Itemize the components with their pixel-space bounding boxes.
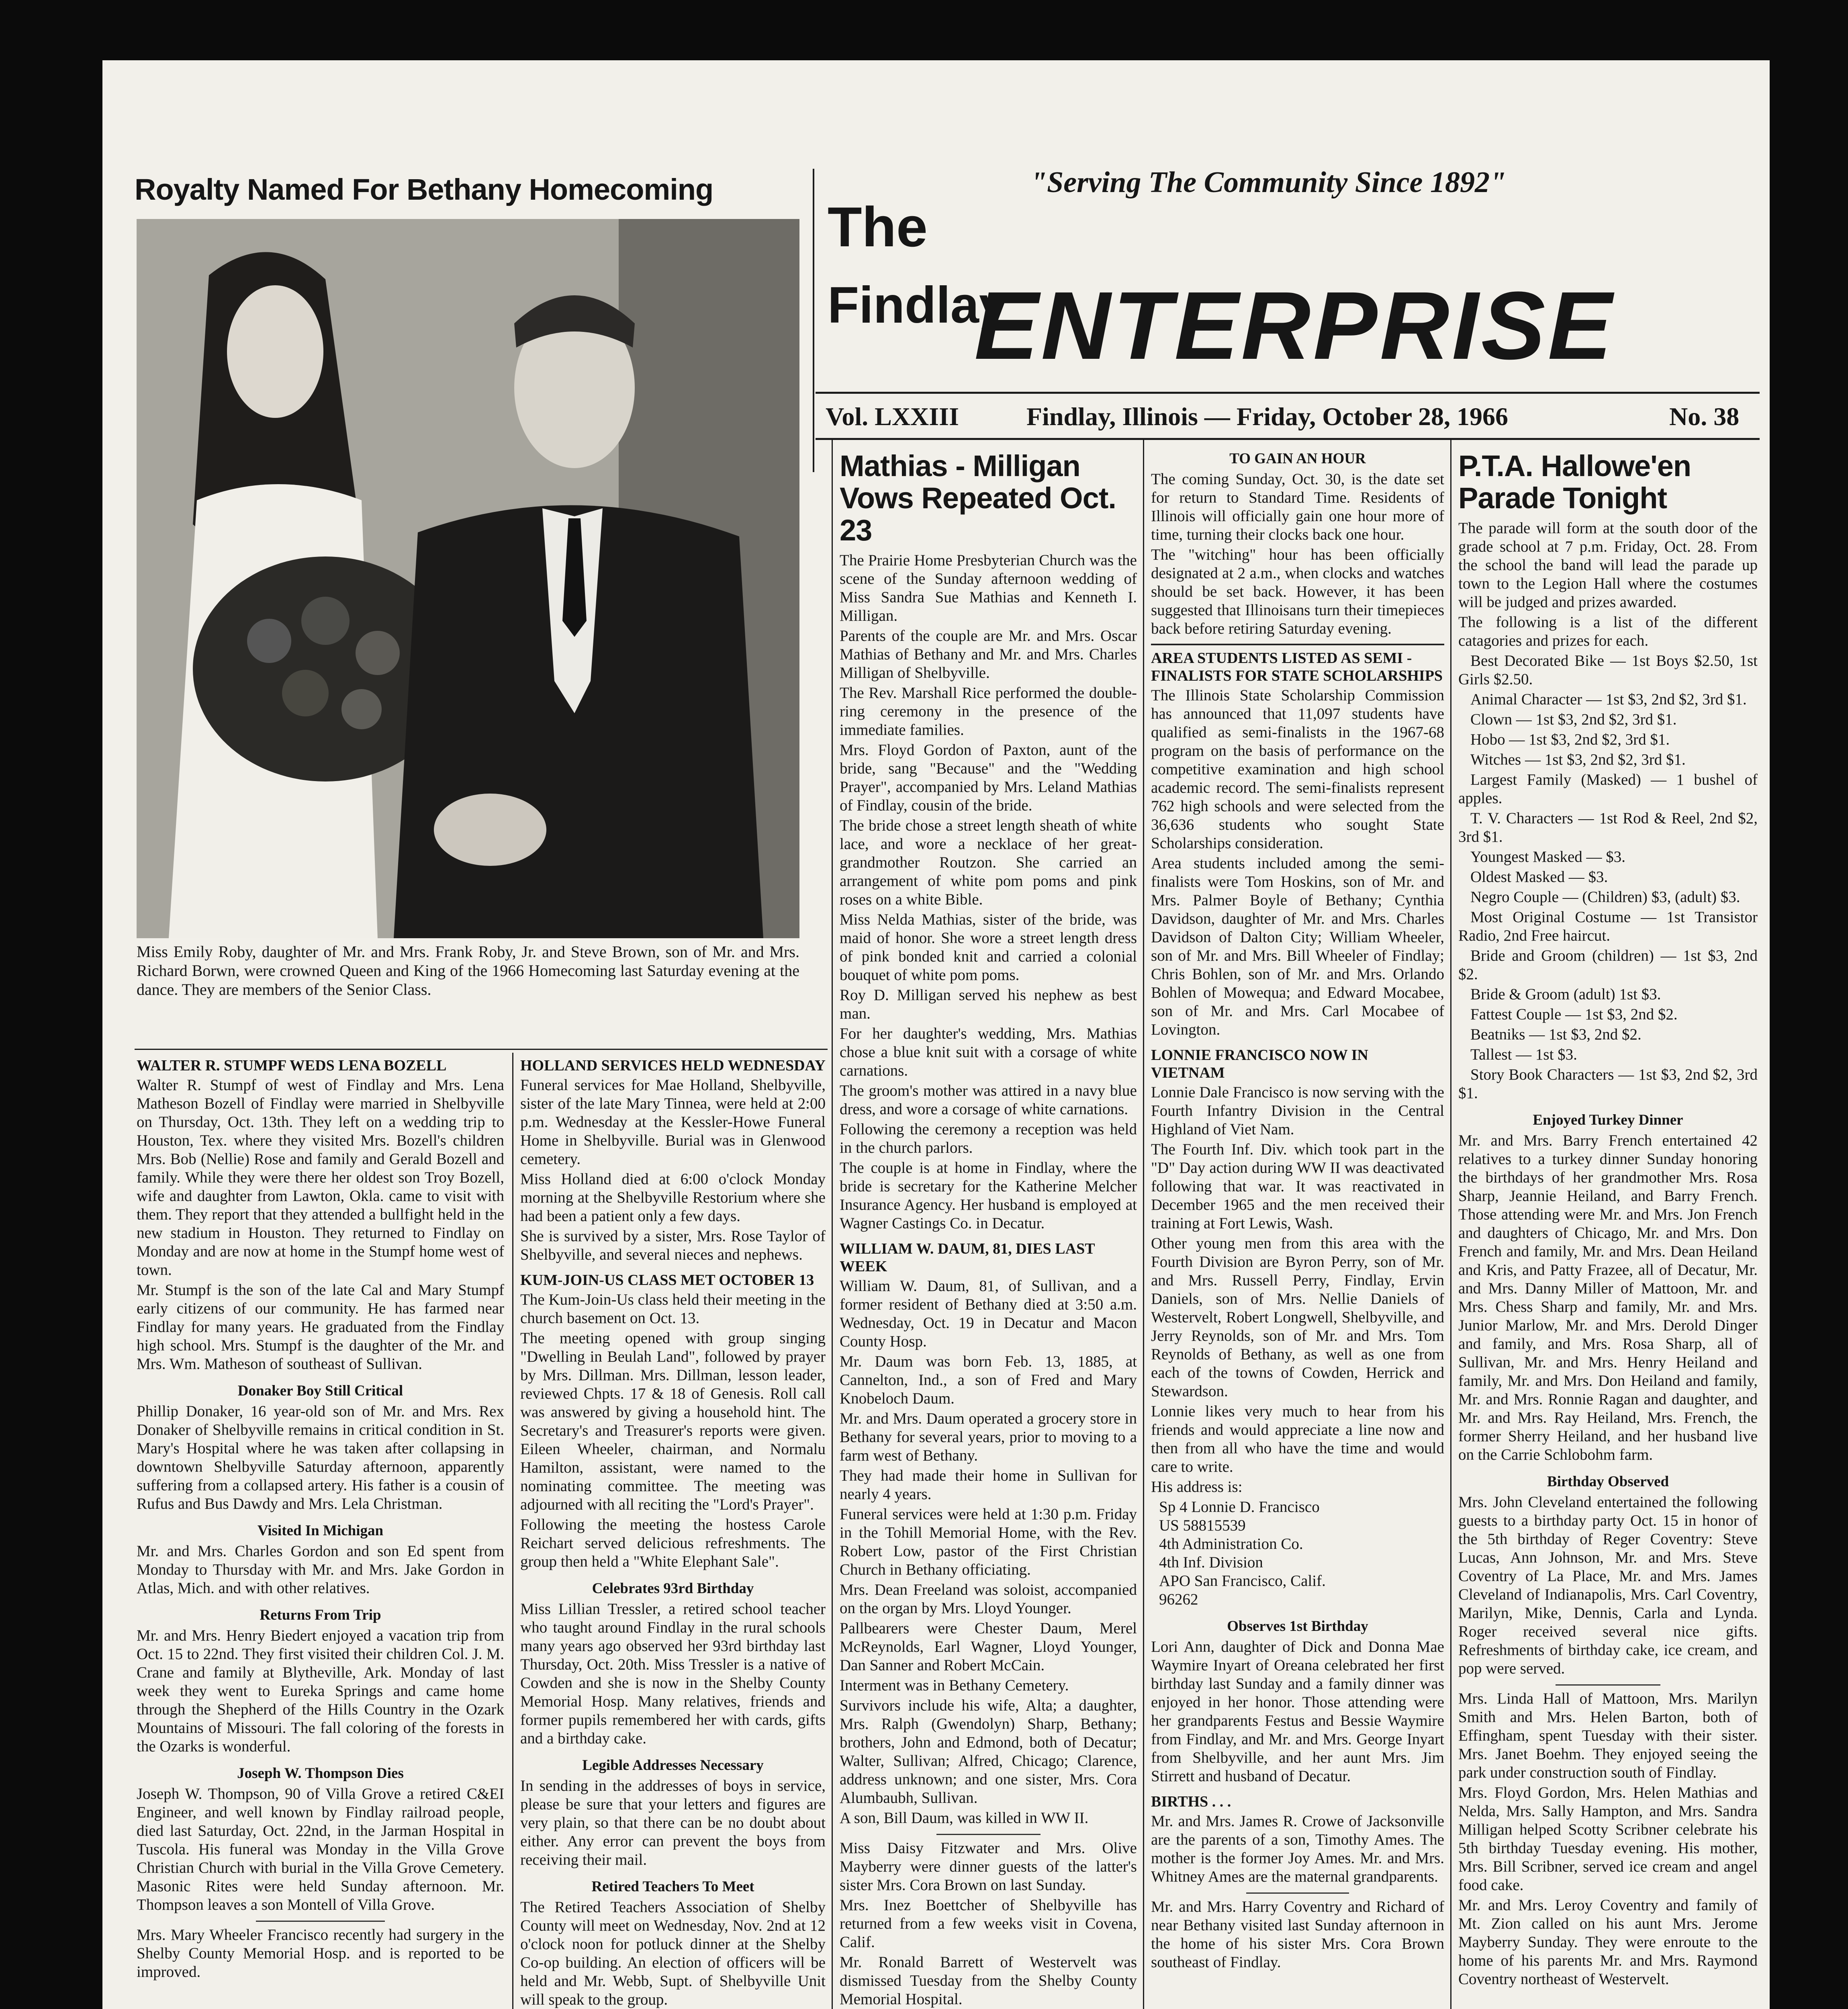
local-item: Miss Daisy Fitzwater and Mrs. Olive Mayberry were dinner guests of the latter's sister Mrs. Cora Brown on last Sunday. — [840, 1839, 1137, 1894]
address-line: US 58815539 — [1159, 1517, 1246, 1534]
masthead-slogan: "Serving The Community Since 1892" — [1030, 166, 1507, 199]
vietnam-headline: LONNIE FRANCISCO NOW IN VIETNAM — [1151, 1047, 1368, 1081]
kum-join-us-headline: KUM-JOIN-US CLASS MET OCTOBER 13 — [520, 1272, 814, 1289]
daum-paragraph: Survivors include his wife, Alta; a daughter, Mrs. Ralph (Gwendolyn) Sharp, Bethany; brothers, John and Edmond, both of Decatur; Walter, Sullivan; Alfred, Chicago; Clarence, address unknown; and one sister, Mrs. Cora Alumbaubh, Sullivan. — [840, 1697, 1137, 1806]
thompson-headline: Joseph W. Thompson Dies — [237, 1765, 404, 1782]
daum-paragraph: Funeral services were held at 1:30 p.m. Friday in the Tohill Memorial Home, with the Rev. Robert Low, pastor of the First Christian Church in Bethany officiating. — [840, 1506, 1137, 1578]
prize-item: Best Decorated Bike — 1st Boys $2.50, 1st Girls $2.50. — [1458, 652, 1758, 688]
vietnam-paragraph: Lonnie likes very much to hear from his friends and would appreciate a line now and then from all who have the time and would care to write. — [1151, 1403, 1444, 1475]
gain-hour-paragraph: The "witching" hour has been officially designated at 2 a.m., when clocks and watches should be set back. However, it has been suggested that Illinoisans turn their timepieces back before retiring Saturday evening. — [1151, 546, 1444, 637]
vietnam-paragraph: The Fourth Inf. Div. which took part in the "D" Day action during WW II was deactivated following that war. It was reactivated in December 1965 and the men received their training at Fort Lewis, Wash. — [1151, 1141, 1444, 1232]
royalty-headline: Royalty Named For Bethany Homecoming — [135, 173, 713, 206]
birthday-93-paragraph: Miss Lillian Tressler, a retired school teacher who taught around Findlay in the rural schools many years ago observed her 93rd birthday last Thursday, Oct. 20th. Miss Tressler is a native of Cowden and she is now in the Shelby County Memorial Hosp. Many relatives, friends and former pupils remembered her with cards, gifts and a birthday cake. — [520, 1600, 826, 1747]
pta-paragraph: The following is a list of the different catagories and prizes for each. — [1458, 614, 1758, 649]
wedding-paragraph: Miss Nelda Mathias, sister of the bride, was maid of honor. She wore a street length dress of pink bonded knit and carried a colonial bouquet of white pom poms. — [840, 911, 1137, 984]
kum-join-us-paragraph: The meeting opened with group singing "Dwelling in Beulah Land", followed by prayer by Mrs. Dillman. Mrs. Dillman, lesson leader, reviewed Chpts. 17 & 18 of Genesis. Roll call was answered by giving a household hint. The Secretary's and Treasurer's reports were given. Eileen Wheeler, chairman, and Normalu Hamilton, assistant, were named to the nominating committee. The meeting was adjourned with all reciting the "Lord's Prayer". — [520, 1330, 826, 1513]
column-3 — [840, 450, 1137, 2009]
masthead-findlay: Findlay — [828, 276, 1008, 334]
divider — [256, 1921, 384, 1922]
birthday-observed-paragraph: Mrs. John Cleveland entertained the following guests to a birthday party Oct. 15 in honor of the 5th birthday of Reger Coventry: Steve Lucas, Ann Johnson, Mr. and Mrs. Steve Coventry of La Place, Mr. and Mrs. James Cleveland of Indianapolis, Mrs. Carl Coventry, Marilyn, Mike, Dennis, Carla and Lynda. Roger received several nice gifts. Refreshments of birthday cake, ice cream, and pop were served. — [1458, 1493, 1758, 1677]
kum-join-us-paragraph: Following the meeting the hostess Carole Reichart served delicious refreshments. The group then held a "White Elephant Sale". — [520, 1516, 826, 1570]
prize-item: T. V. Characters — 1st Rod & Reel, 2nd $2, 3rd $1. — [1458, 810, 1758, 845]
michigan-headline: Visited In Michigan — [257, 1522, 384, 1539]
prize-item: Most Original Costume — 1st Transistor Radio, 2nd Free haircut. — [1458, 908, 1758, 944]
pta-parade-headline: P.T.A. Hallowe'en Parade Tonight — [1458, 450, 1691, 515]
gain-hour-headline: TO GAIN AN HOUR — [1229, 450, 1366, 467]
daum-paragraph: A son, Bill Daum, was killed in WW II. — [840, 1809, 1089, 1827]
prize-item: Negro Couple — (Children) $3, (adult) $3. — [1470, 888, 1740, 906]
address-line: 4th Administration Co. — [1159, 1535, 1303, 1553]
holland-paragraph: Miss Holland died at 6:00 o'clock Monday morning at the Shelbyville Restorium where she had been a patient only a few days. — [520, 1170, 826, 1225]
masthead-title: ENTERPRISE — [974, 272, 1615, 379]
daum-paragraph: They had made their home in Sullivan for nearly 4 years. — [840, 1467, 1137, 1503]
births-paragraph: Mr. and Mrs. James R. Crowe of Jacksonville are the parents of a son, Timothy Ames. The mother is the former Joy Ames. Mr. and Mrs. Whitney Ames are the maternal grandparents. — [1151, 1813, 1444, 1885]
prize-item: Story Book Characters — 1st $3, 2nd $2, 3rd $1. — [1458, 1066, 1758, 1102]
homecoming-photo — [137, 219, 799, 938]
mathias-milligan-headline: Mathias - Milligan Vows Repeated Oct. 23 — [840, 450, 1116, 547]
prize-item: Animal Character — 1st $3, 2nd $2, 3rd $1. — [1470, 691, 1747, 708]
wedding-paragraph: The couple is at home in Findlay, where the bride is secretary for the Katherine Melcher Insurance Agency. Her husband is employed at Wagner Castings Co. in Decatur. — [840, 1159, 1137, 1232]
prize-item: Clown — 1st $3, 2nd $2, 3rd $1. — [1470, 711, 1677, 728]
wedding-paragraph: The groom's mother was attired in a navy blue dress, and wore a corsage of white carnations. — [840, 1082, 1137, 1118]
local-item: Mr. Ronald Barrett of Westervelt was dismissed Tuesday from the Shelby County Memorial Hospital. — [840, 1954, 1137, 2008]
first-birthday-paragraph: Lori Ann, daughter of Dick and Donna Mae Waymire Inyart of Oreana celebrated her first birthday last Sunday and a family dinner was enjoyed in her honor. Those attending were her grandparents Festus and Bessie Waymire from Findlay, and Mr. and Mrs. George Inyart from Shelbyville, and her aunt Mrs. Jim Stirrett and husband of Decatur. — [1151, 1638, 1444, 1785]
newspaper-page — [102, 60, 1770, 2009]
prize-item: Tallest — 1st $3. — [1470, 1046, 1577, 1063]
holland-paragraph: Funeral services for Mae Holland, Shelbyville, sister of the late Mary Tinnea, were held at 2:00 p.m. Wednesday at the Kessler-Howe Funeral Home in Shelbyville. Burial was in Glenwood cemetery. — [520, 1076, 826, 1168]
donaker-headline: Donaker Boy Still Critical — [237, 1383, 403, 1399]
francisco-paragraph: Mrs. Mary Wheeler Francisco recently had surgery in the Shelby County Memorial Hosp. and is reported to be improved. — [137, 1926, 504, 1980]
scholarships-paragraph: The Illinois State Scholarship Commission has announced that 11,097 students have qualified as semi-finalists in the 1967-68 program on the basis of performance on the competitive examination and high school academic record. The semi-finalists represent 762 high schools and were selected from the 36,636 students who sought State Scholarships consideration. — [1151, 687, 1444, 852]
daum-paragraph: Mrs. Dean Freeland was soloist, accompanied on the organ by Mrs. Lloyd Younger. — [840, 1581, 1137, 1617]
stumpf-headline: WALTER R. STUMPF WEDS LENA BOZELL — [137, 1057, 447, 1074]
daum-paragraph: Mr. Daum was born Feb. 13, 1885, at Cannelton, Ind., a son of Fred and Mary Knobeloch Daum. — [840, 1353, 1137, 1407]
prize-item: Bride & Groom (adult) 1st $3. — [1470, 986, 1661, 1003]
teachers-paragraph: The Retired Teachers Association of Shelby County will meet on Wednesday, Nov. 2nd at 12 o'clock noon for potluck dinner at the Shelby Co-op building. An election of officers will be held and Mr. Webb, Supt. of Shelbyville Unit will speak to the group. — [520, 1899, 826, 2008]
first-birthday-headline: Observes 1st Birthday — [1227, 1618, 1368, 1635]
scholarships-headline: AREA STUDENTS LISTED AS SEMI - FINALISTS FOR STATE SCHOLARSHIPS — [1151, 650, 1443, 684]
trip-headline: Returns From Trip — [260, 1607, 381, 1623]
stumpf-paragraph: Mr. Stumpf is the son of the late Cal and Mary Stumpf early citizens of our community. He has farmed near Findlay for many years. He graduated from the Findlay high school. Mrs. Stumpf is the daughter of the Mr. and Mrs. Wm. Matheson of southeast of Sullivan. — [137, 1281, 504, 1373]
vietnam-paragraph: Lonnie Dale Francisco is now serving with the Fourth Infantry Division in the Central Highland of Viet Nam. — [1151, 1084, 1444, 1138]
wedding-paragraph: Mrs. Floyd Gordon of Paxton, aunt of the bride, sang "Because" and the "Wedding Prayer", accompanied by Mrs. Leland Mathias of Findlay, cousin of the bride. — [840, 741, 1137, 814]
divider — [1556, 1684, 1660, 1686]
vietnam-paragraph: Other young men from this area with the Fourth Division are Byron Perry, son of Mr. and Mrs. Russell Perry, Findlay, Ervin Daniels, son of Mrs. Nellie Daniels of Westervelt, Robert Longwell, Shelbyville, and Jerry Reynolds, son of Mr. and Mrs. Tom Reynolds of Bethany, as well as one from each of the towns of Cowden, Herrick and Stewardson. — [1151, 1235, 1444, 1400]
addresses-headline: Legible Addresses Necessary — [582, 1757, 764, 1774]
local-item: Mr. and Mrs. Harry Coventry and Richard of near Bethany visited last Sunday afternoon in the home of his sister Mrs. Cora Brown southeast of Findlay. — [1151, 1898, 1444, 1971]
wedding-paragraph: The Rev. Marshall Rice performed the double-ring ceremony in the presence of the immediate families. — [840, 684, 1137, 739]
prize-item: Bride and Groom (children) — 1st $3, 2nd $2. — [1458, 947, 1758, 983]
column-1 — [137, 1057, 504, 2009]
prize-item: Beatniks — 1st $3, 2nd $2. — [1470, 1026, 1642, 1043]
address-line: Sp 4 Lonnie D. Francisco — [1159, 1498, 1320, 1516]
divider — [1151, 644, 1444, 645]
daum-paragraph: Pallbearers were Chester Daum, Merel McReynolds, Earl Wagner, Lloyd Younger, Dan Sanner and Robert McCain. — [840, 1620, 1137, 1674]
kum-join-us-paragraph: The Kum-Join-Us class held their meeting in the church basement on Oct. 13. — [520, 1291, 826, 1327]
trip-paragraph: Mr. and Mrs. Henry Biedert enjoyed a vacation trip from Oct. 15 to 22nd. They first visited their children Col. J. M. Crane and family at Blytheville, Ark. Monday of last week they went to Eureka Springs and came home through the Shepherd of the Hills Country in the Ozark Mountains of Missouri. The fall coloring of the forests in the Ozarks is wonderful. — [137, 1627, 504, 1755]
local-item: Mrs. Linda Hall of Mattoon, Mrs. Marilyn Smith and Mrs. Helen Barton, both of Effingham, spent Tuesday with their sister. Mrs. Janet Boehm. They enjoyed seeing the park under construction south of Findlay. — [1458, 1690, 1758, 1781]
pta-paragraph: The parade will form at the south door of the grade school at 7 p.m. Friday, Oct. 28. From the school the band will lead the parade up town to the Legion Hall where the costumes will be judged and prizes awarded. — [1458, 520, 1758, 611]
addresses-paragraph: In sending in the addresses of boys in service, please be sure that your letters and figures are very plain, so that there can be no doubt about either. Any error can prevent the boys from receiving their mail. — [520, 1777, 826, 1868]
address-line: 4th Inf. Division — [1159, 1554, 1263, 1571]
stumpf-paragraph: Walter R. Stumpf of west of Findlay and Mrs. Lena Matheson Bozell of Findlay were married in Shelbyville on Thursday, Oct. 13th. They left on a wedding trip to Houston, Tex. where they visited Mrs. Bozell's children Mrs. Bob (Nellie) Rose and family and Gerald Bozell and family. While they were there her oldest son Troy Bozell, wife and daughter from Lawton, Okla. came to visit with them. They report that they attended a bullfight held in the new stadium in Houston. They returned to Findlay on Monday and are now at home in the Stumpf home west of town. — [137, 1076, 504, 1279]
prize-item: Largest Family (Masked) — 1 bushel of apples. — [1458, 771, 1758, 807]
local-item: Mr. and Mrs. Leroy Coventry and family of Mt. Zion called on his aunt Mrs. Jerome Mayberry Sunday. They were enroute to the home of his parents Mr. and Mrs. Raymond Coventry northeast of Westervelt. — [1458, 1896, 1758, 1988]
divider — [1246, 1892, 1349, 1894]
prize-item: Witches — 1st $3, 2nd $2, 3rd $1. — [1470, 751, 1686, 768]
column-5 — [1458, 450, 1758, 2009]
holland-paragraph: She is survived by a sister, Mrs. Rose Taylor of Shelbyville, and several nieces and nephews. — [520, 1227, 826, 1263]
photo-caption: Miss Emily Roby, daughter of Mr. and Mrs. Frank Roby, Jr. and Steve Brown, son of Mr. and Mrs. Richard Borwn, were crowned Queen and King of the 1966 Homecoming last Saturday evening at the dance. They are members of the Senior Class. — [137, 943, 799, 998]
daum-paragraph: William W. Daum, 81, of Sullivan, and a former resident of Bethany died at 3:50 a.m. Wednesday, Oct. 19 in Decatur and Macon County Hosp. — [840, 1277, 1137, 1350]
wedding-paragraph: Following the ceremony a reception was held in the church parlors. — [840, 1121, 1137, 1156]
wedding-paragraph: Parents of the couple are Mr. and Mrs. Oscar Mathias of Bethany and Mr. and Mrs. Charles Milligan of Shelbyville. — [840, 627, 1137, 681]
turkey-dinner-paragraph: Mr. and Mrs. Barry French entertained 42 relatives to a turkey dinner Sunday honoring the birthdays of her grandmother Mrs. Rosa Sharp, Jeannie Heiland, and Barry French. Those attending were Mr. and Mrs. Jon French and daughters of Chicago, Mr. and Mrs. Don French and family, Mr. and Mrs. Dean Heiland and Kris, and Patty Frazee, all of Decatur, Mr. and Mrs. Danny Miller of Mattoon, Mr. and Mrs. Chess Sharp and family, Mr. and Mrs. Junior Marlow, Mr. and Mrs. Derold Dinger and family, and Mrs. Rosa Sharp, all of Sullivan, Mr. and Mrs. Henry Heiland and family, Mr. and Mrs. Don Heiland and family, Mr. and Mrs. Ronnie Ragan and daughter, and Mr. and Mrs. Ray Heiland, Mrs. French, the former Sherry Heiland, and her husband live on the Carrie Schlobohm farm. — [1458, 1132, 1758, 1463]
births-headline: BIRTHS . . . — [1151, 1793, 1231, 1810]
birthday-observed-headline: Birthday Observed — [1547, 1473, 1669, 1490]
donaker-paragraph: Phillip Donaker, 16 year-old son of Mr. and Mrs. Rex Donaker of Shelbyville remains in critical condition in St. Mary's Hospital where he was taken after collapsing in downtown Shelbyville Saturday afternoon, apparently suffering from a collapsed artery. His father is a cousin of Rufus and Bus Dawdy and Mrs. Lela Christman. — [137, 1403, 504, 1512]
birthday-93-headline: Celebrates 93rd Birthday — [592, 1580, 754, 1597]
wedding-paragraph: Roy D. Milligan served his nephew as best man. — [840, 986, 1137, 1022]
daum-paragraph: Interment was in Bethany Cemetery. — [840, 1677, 1069, 1694]
daum-paragraph: Mr. and Mrs. Daum operated a grocery store in Bethany for several years, prior to moving to a farm west of Bethany. — [840, 1410, 1137, 1464]
prize-item: Fattest Couple — 1st $3, 2nd $2. — [1470, 1006, 1678, 1023]
turkey-dinner-headline: Enjoyed Turkey Dinner — [1533, 1112, 1683, 1128]
local-item: Mrs. Inez Boettcher of Shelbyville has returned from a few weeks visit in Covena, Calif. — [840, 1896, 1137, 1951]
issue-number: No. 38 — [1669, 402, 1740, 431]
scholarships-paragraph: Area students included among the semi-finalists were Tom Hoskins, son of Mr. and Mrs. Palmer Boyle of Bethany; Cynthia Davidson, daughter of Mr. and Mrs. Charles Davidson of Dalton City; William Wheeler, son of Mr. and Mrs. Bill Wheeler of Findlay; Chris Bohlen, son of Mr. and Mrs. Orlando Bohlen of Mowequa; and Edward Mocabee, son of Mr. and Mrs. Carl Mocabee of Lovington. — [1151, 855, 1444, 1038]
column-2 — [520, 1057, 826, 2009]
gain-hour-paragraph: The coming Sunday, Oct. 30, is the date set for return to Standard Time. Residents of Illinois will officially gain one hour more of time, turning their clocks back one hour. — [1151, 471, 1444, 543]
column-4 — [1151, 450, 1444, 2009]
thompson-paragraph: Joseph W. Thompson, 90 of Villa Grove a retired C&EI Engineer, and well known by Findlay railroad people, died last Saturday, Oct. 22nd, in the Jarman Hospital in Tuscola. His funeral was Monday in the Villa Grove Christian Church with burial in the Villa Grove Cemetery. Masonic Rites were held Sunday afternoon. Mr. Thompson leaves a son Montell of Villa Grove. — [137, 1785, 504, 1913]
volume: Vol. LXXIII — [826, 402, 959, 431]
masthead-the: The — [828, 195, 928, 258]
wedding-paragraph: The bride chose a street length sheath of white lace, and wore a necklace of her great-grandmother Routzon. She carried an arrangement of white pom poms and pink roses on a white Bible. — [840, 817, 1137, 908]
holland-headline: HOLLAND SERVICES HELD WEDNESDAY — [520, 1057, 826, 1074]
wedding-paragraph: The Prairie Home Presbyterian Church was the scene of the Sunday afternoon wedding of Miss Sandra Sue Mathias and Kenneth I. Milligan. — [840, 552, 1137, 624]
michigan-paragraph: Mr. and Mrs. Charles Gordon and son Ed spent from Monday to Thursday with Mr. and Mrs. Jake Gordon in Atlas, Mich. and with other relatives. — [137, 1543, 504, 1597]
dateline: Findlay, Illinois — Friday, October 28, 1966 — [1026, 402, 1508, 431]
local-item: Mrs. Floyd Gordon, Mrs. Helen Mathias and Nelda, Mrs. Sally Hampton, and Mrs. Sandra Milligan helped Scotty Scribner celebrate his 5th birthday Tuesday evening. His mother, Mrs. Bill Scribner, served ice cream and angel food cake. — [1458, 1784, 1758, 1894]
prize-item: Youngest Masked — $3. — [1470, 848, 1626, 865]
daum-headline: WILLIAM W. DAUM, 81, DIES LAST WEEK — [840, 1240, 1095, 1275]
prize-item: Oldest Masked — $3. — [1470, 868, 1608, 886]
vietnam-paragraph: His address is: — [1151, 1478, 1243, 1495]
prize-item: Hobo — 1st $3, 2nd $2, 3rd $1. — [1470, 731, 1670, 748]
address-line: APO San Francisco, Calif. — [1159, 1572, 1326, 1590]
wedding-paragraph: For her daughter's wedding, Mrs. Mathias chose a blue knit suit with a corsage of white carnations. — [840, 1025, 1137, 1079]
address-line: 96262 — [1159, 1591, 1198, 1608]
teachers-headline: Retired Teachers To Meet — [591, 1878, 754, 1895]
divider — [936, 1834, 1041, 1835]
